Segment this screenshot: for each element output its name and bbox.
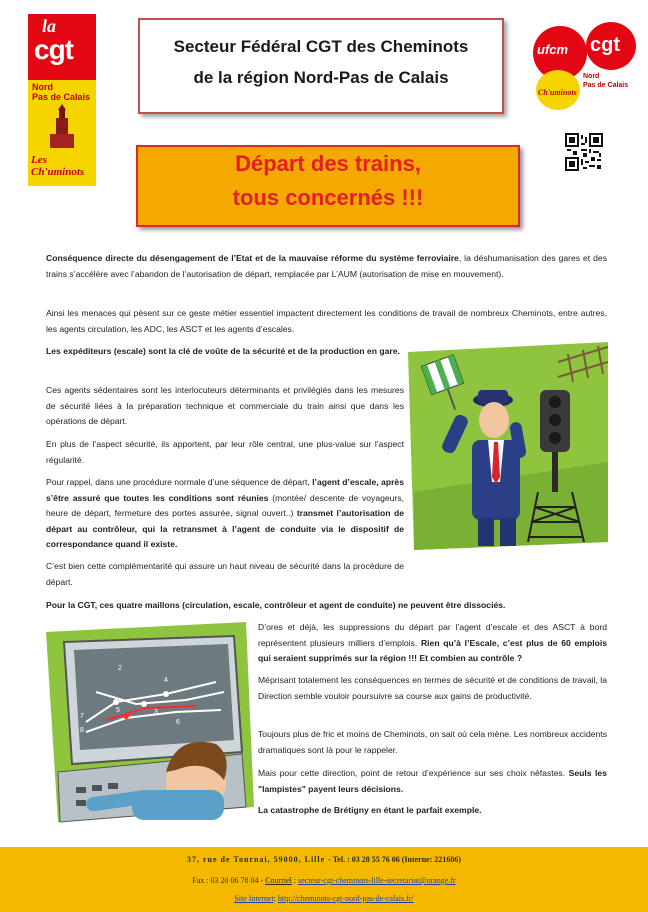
header-line1: Secteur Fédéral CGT des Cheminots: [173, 37, 469, 56]
footer-site-label: Site Internet: [234, 894, 274, 903]
p7-text: C’est bien cette complémentarité qui assure un haut niveau de sécurité dans la procédure de départ.: [46, 561, 404, 587]
p5-text: En plus de l’aspect sécurité, ils apportent, par leur rôle central, une plus-value sur l’aspect régularité.: [46, 439, 404, 465]
footer-site-link[interactable]: http://cheminots-cgt-nord-pas-de-calais.fr/: [277, 894, 414, 903]
paragraph-agents: [46, 383, 404, 430]
logo-cgt-text: cgt: [34, 34, 73, 65]
panel-number: 4: [164, 677, 168, 684]
p2-text: Ainsi les menaces qui pèsent sur ce geste métier essentiel impactent directement les conditions de travail de nombreux Cheminots, entre autres, les agents circulation, les ADC, les ASCT et les agents d’escales.: [46, 308, 607, 334]
p4-text: Ces agents sédentaires sont les interlocuteurs déterminants et privilégiés dans les mesures de sécurité liées à la préparation technique et commerciale du train ainsi que dans les opérations de départ.: [46, 385, 404, 426]
paragraph-procedure: [46, 475, 404, 553]
paragraph-suppressions: [258, 620, 607, 667]
logo-region-text: [32, 82, 90, 102]
logo-chuminots-line2: Ch'uminots: [31, 166, 85, 178]
paragraph-cgt-position: [46, 598, 607, 614]
footer-contact-band: [0, 847, 648, 912]
header-title-box: [138, 18, 504, 114]
main-title-box: [136, 145, 520, 227]
p9-a: D’ores et déjà, les suppressions du départ par l’agent d’escale et des ASCT à bord représentent plusieurs milliers d’emplois.: [258, 622, 607, 648]
paragraph-threats: [46, 306, 607, 337]
train-driver-illustration: [46, 622, 254, 832]
paragraph-expediteurs: [46, 344, 404, 360]
footer-fax: Fax : 03 20 06 78 04 -: [192, 876, 266, 885]
p12-a: Mais pour cette direction, point de retour d’expérience sur ses choix néfastes.: [258, 768, 566, 778]
logo-chuminots-text: [31, 154, 84, 178]
title-line1: Départ des trains,: [235, 151, 421, 176]
paragraph-bretigny: [258, 803, 607, 819]
footer-email-link[interactable]: secteur-cgt-cheminots-lille-secretariat@orange.fr: [298, 876, 456, 885]
ufcm-text: ufcm: [537, 42, 569, 57]
p6-c: (montée/ descente de voyageurs, heure de départ, fermeture des portes assurée, signal ouvert..): [46, 492, 404, 518]
p13-bold: La catastrophe de Brétigny en étant le parfait exemple.: [258, 805, 482, 815]
cgt-logo-right: [586, 22, 636, 70]
station-agent-illustration: [408, 342, 608, 550]
footer-courriel-sep: :: [291, 876, 299, 885]
region-right-line1: Nord: [583, 73, 600, 80]
panel-number: 5: [116, 707, 120, 714]
p3-bold: Les expéditeurs (escale) sont la clé de voûte de la sécurité et de la production en gare.: [46, 346, 400, 356]
header-line2: de la région Nord-Pas de Calais: [193, 68, 449, 87]
panel-number: 8: [80, 727, 84, 734]
region-text-right: [583, 72, 628, 90]
p9-b: Rien qu’à l’Escale, c’est plus de 60 emplois qui seraient supprimés sur la région !!! Et combien au contrôle ?: [258, 637, 607, 663]
p6-d: transmet l’autorisation de départ au contrôleur, qui la retransmet à l’agent de conduite via le dispositif de correspondance quand il existe.: [46, 508, 404, 549]
p1-rest: , la déshumanisation des gares et des trains s’accélère avec l’abandon de l’autorisation de départ, remplacée par L’AUM (autorisation de mise en mouvement).: [46, 253, 607, 279]
p11-text: Toujours plus de fric et moins de Cheminots, on sait où cela mène. Les nombreux accidents dramatiques sont là pour le rappeler.: [258, 729, 607, 755]
cgt-right-text: cgt: [590, 34, 620, 56]
footer-courriel-label: Courriel: [265, 876, 292, 885]
p8-bold: Pour la CGT, ces quatre maillons (circulation, escale, contrôleur et agent de conduite) ne peuvent être dissociés.: [46, 600, 506, 610]
panel-number: 6: [176, 719, 180, 726]
logo-region-line2: Pas de Calais: [32, 92, 91, 102]
p12-b: Seuls les "lampistes" payent leurs décisions.: [258, 768, 607, 794]
belfry-icon: [44, 104, 80, 154]
p6-a: Pour rappel, dans une procédure normale d’une séquence de départ,: [46, 477, 313, 487]
p10-text: Méprisant totalement les conséquences en termes de sécurité et de conditions de travail, la Direction semble vouloir poursuivre sa course aux gains de productivité.: [258, 675, 607, 701]
logo-chuminots-line1: Les: [31, 154, 47, 166]
paragraph-direction: [258, 673, 607, 704]
paragraph-complementarite: [46, 559, 404, 590]
logo-la-text: la: [42, 16, 57, 36]
footer-phone: - Tel. : 03 28 55 76 06 (Interne: 221606): [328, 855, 462, 864]
footer-address: 37, rue de Tournai, 59000, Lille: [186, 855, 326, 864]
title-line2: tous concernés !!!: [232, 185, 424, 210]
footer-site-sep: :: [273, 894, 278, 903]
chuminots-logo-right: [536, 70, 580, 110]
paragraph-retour-experience: [258, 766, 607, 797]
footer-fax-email-line: [0, 876, 648, 885]
region-right-line2: Pas de Calais: [583, 82, 629, 89]
qr-code-icon[interactable]: [565, 133, 603, 171]
footer-site-line: [0, 894, 648, 903]
paragraph-intro: [46, 251, 607, 282]
paragraph-regularite: [46, 437, 404, 468]
footer-address-line: [0, 855, 648, 864]
p1-bold: Conséquence directe du désengagement de l’Etat et de la mauvaise réforme du système ferroviaire: [46, 253, 459, 263]
paragraph-fric: [258, 727, 607, 758]
cgt-nord-pas-de-calais-logo: [28, 14, 96, 186]
panel-number: 7: [80, 713, 84, 720]
chuminots-right-text: Ch'uminots: [538, 88, 577, 97]
logo-region-line1: Nord: [32, 82, 53, 92]
panel-number: 2: [118, 665, 122, 672]
panel-number: 3: [154, 709, 158, 716]
p6-b: l’agent d’escale, après s’être assuré que toutes les conditions sont réunies: [46, 477, 404, 503]
